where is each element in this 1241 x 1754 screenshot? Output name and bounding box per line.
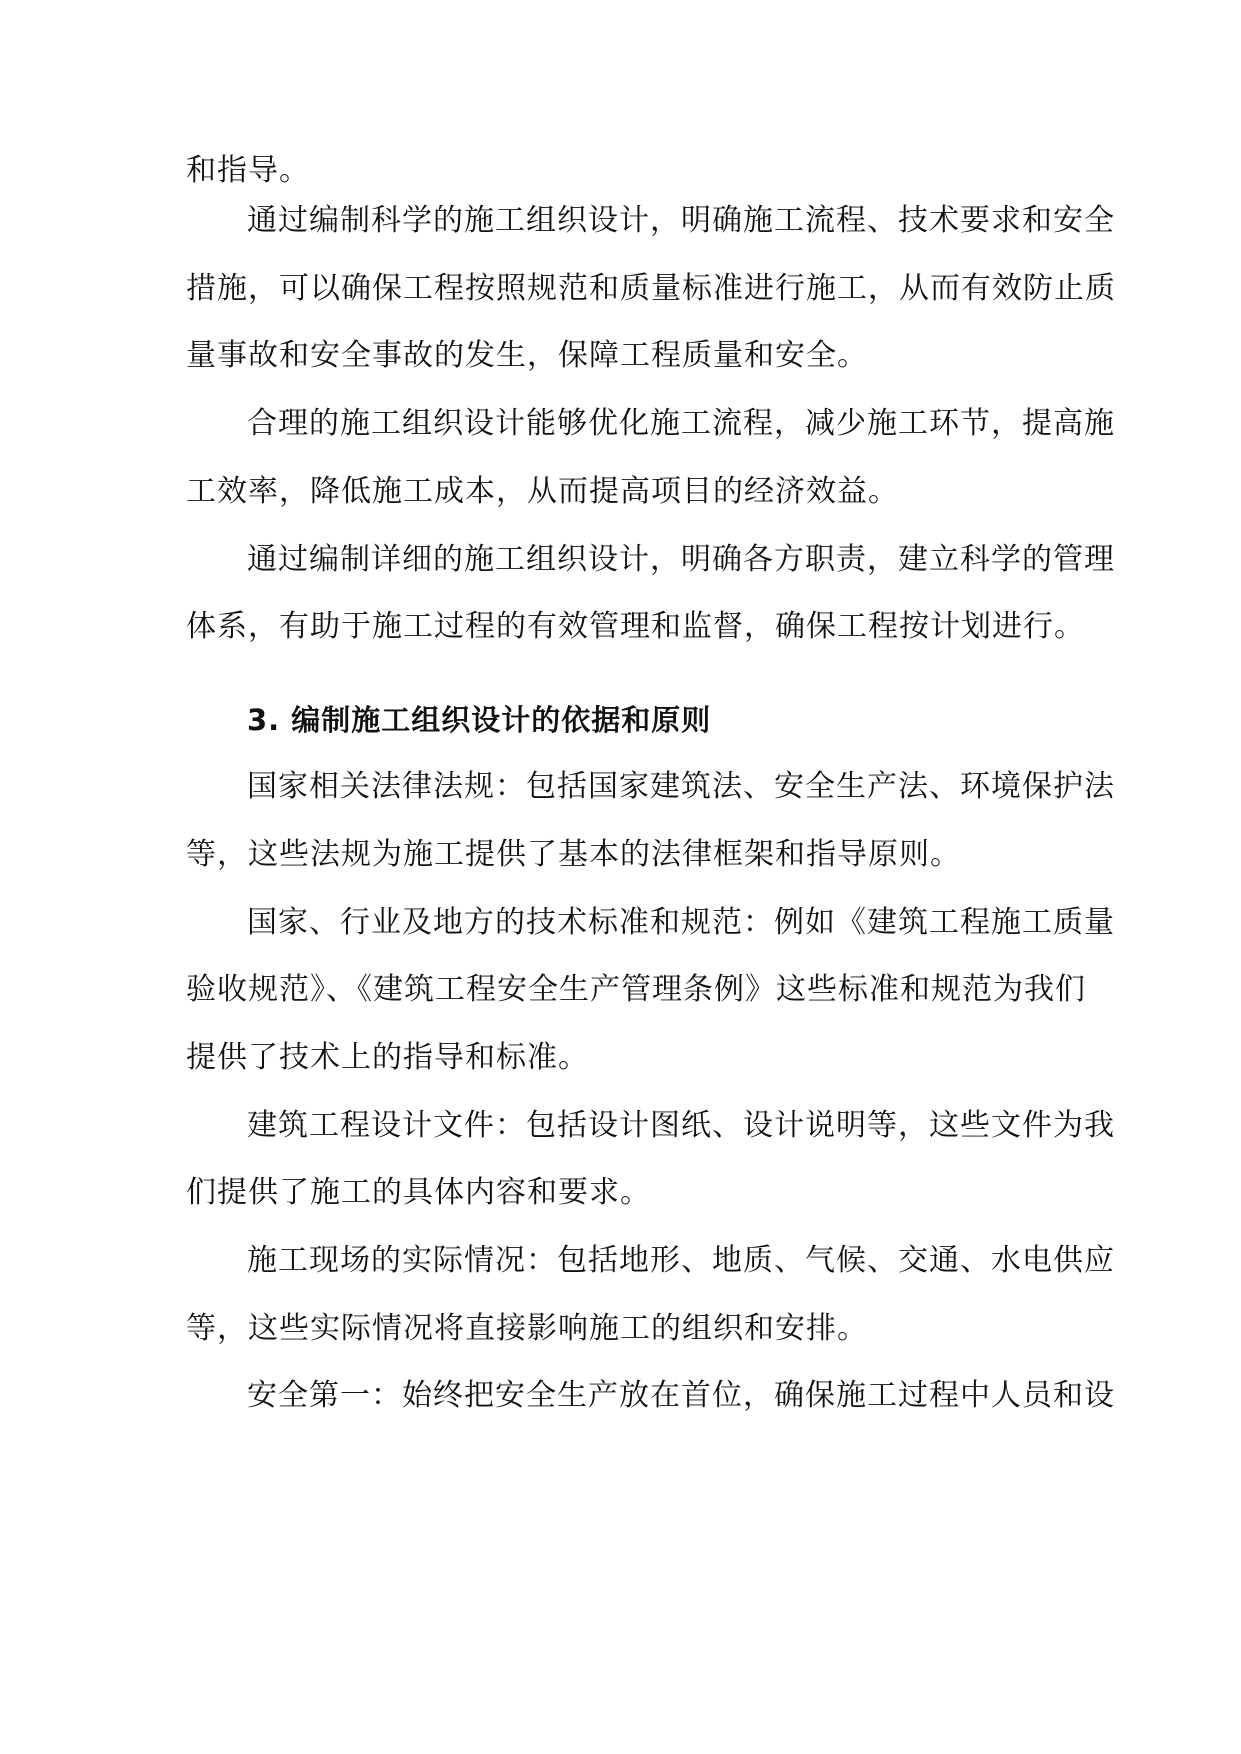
section-heading: 3. 编制施工组织设计的依据和原则 [247, 703, 712, 737]
paragraph-line: 工效率，降低施工成本，从而提高项目的经济效益。 [186, 474, 899, 509]
paragraph-line: 和指导。 [186, 153, 310, 188]
paragraph-line: 合理的施工组织设计能够优化施工流程，减少施工环节，提高施 [247, 406, 1115, 441]
paragraph-line: 提供了技术上的指导和标准。 [186, 1040, 589, 1075]
paragraph-line: 通过编制科学的施工组织设计，明确施工流程、技术要求和安全 [247, 203, 1115, 238]
paragraph-line: 施工现场的实际情况：包括地形、地质、气候、交通、水电供应 [247, 1243, 1115, 1278]
paragraph-line: 验收规范》、《建筑工程安全生产管理条例》这些标准和规范为我们 [186, 972, 1086, 1007]
paragraph-line: 国家、行业及地方的技术标准和规范：例如《建筑工程施工质量 [247, 905, 1115, 940]
paragraph-line: 措施，可以确保工程按照规范和质量标准进行施工，从而有效防止质 [186, 271, 1116, 306]
paragraph-line: 建筑工程设计文件：包括设计图纸、设计说明等，这些文件为我 [247, 1108, 1115, 1143]
paragraph-line: 安全第一：始终把安全生产放在首位，确保施工过程中人员和设 [247, 1378, 1115, 1413]
paragraph-line: 量事故和安全事故的发生，保障工程质量和安全。 [186, 338, 868, 373]
paragraph-line: 通过编制详细的施工组织设计，明确各方职责，建立科学的管理 [247, 542, 1115, 577]
paragraph-line: 等，这些实际情况将直接影响施工的组织和安排。 [186, 1311, 868, 1346]
paragraph-line: 体系，有助于施工过程的有效管理和监督，确保工程按计划进行。 [186, 609, 1085, 644]
paragraph-line: 们提供了施工的具体内容和要求。 [186, 1175, 651, 1210]
paragraph-line: 国家相关法律法规：包括国家建筑法、安全生产法、环境保护法 [247, 769, 1115, 804]
paragraph-line: 等，这些法规为施工提供了基本的法律框架和指导原则。 [186, 837, 961, 872]
